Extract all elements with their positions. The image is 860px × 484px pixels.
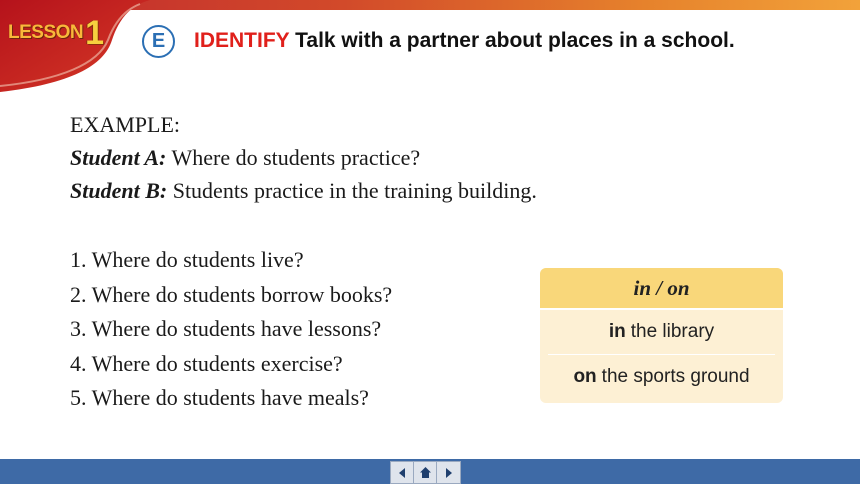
grammar-box-title: in / on: [540, 268, 783, 310]
task-instruction: Talk with a partner about places in a school.: [295, 29, 735, 52]
task-title: [194, 29, 735, 53]
speaker-label: Student B:: [70, 178, 168, 203]
question-item: 1. Where do students live?: [70, 247, 304, 272]
example-line-a: [70, 141, 537, 174]
preposition: on: [573, 366, 597, 387]
example-text: Students practice in the training building.: [172, 178, 537, 203]
next-button[interactable]: [437, 462, 460, 483]
phrase: the library: [630, 321, 715, 342]
slide-navigation: [390, 461, 461, 484]
question-item: 3. Where do students have lessons?: [70, 316, 382, 341]
question-item: 4. Where do students exercise?: [70, 350, 343, 376]
task-letter: E: [151, 30, 166, 52]
task-letter-badge: [142, 25, 175, 58]
preposition: in: [608, 321, 626, 342]
example-text: Where do students practice?: [171, 145, 421, 170]
grammar-box: [540, 268, 783, 403]
grammar-example-row: [540, 310, 783, 354]
phrase: the sports ground: [601, 366, 750, 387]
question-item: 5. Where do students have meals?: [70, 385, 369, 410]
lesson-number: 1: [85, 14, 105, 52]
example-heading: EXAMPLE:: [70, 112, 180, 137]
lesson-badge: [2, 14, 114, 52]
next-arrow-icon: [443, 467, 455, 479]
home-button[interactable]: [414, 462, 437, 483]
task-keyword: IDENTIFY: [194, 29, 290, 52]
previous-button[interactable]: [391, 462, 414, 483]
question-item: 2. Where do students borrow books?: [70, 281, 393, 307]
lesson-label: LESSON: [8, 22, 84, 43]
speaker-label: Student A:: [70, 145, 167, 170]
prev-arrow-icon: [396, 467, 408, 479]
home-icon: [419, 466, 432, 479]
example-line-b: [70, 174, 537, 207]
grammar-example-row: [540, 355, 783, 399]
exercise-content: [70, 108, 537, 416]
